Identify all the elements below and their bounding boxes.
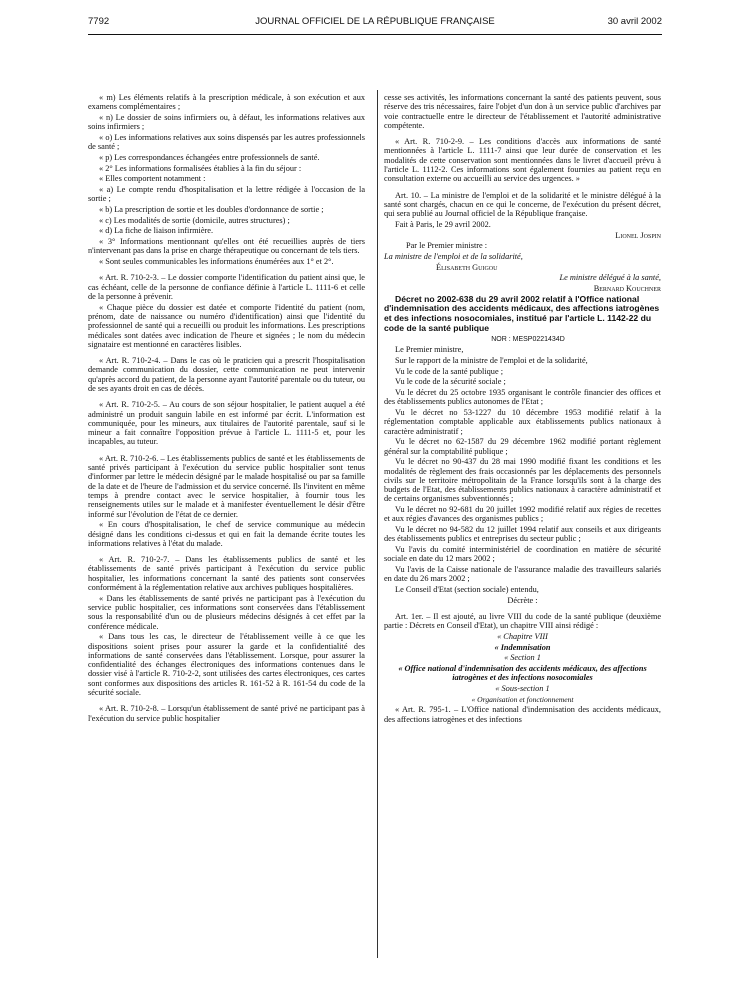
issue-date: 30 avril 2002	[607, 16, 662, 27]
page-number: 7792	[88, 16, 110, 27]
paragraph: « En cours d'hospitalisation, le chef de service communique au médecin désigné dans les conditions ci-dessus et qui en fait la demande écrite toutes les informations relatives à l'état du malade.	[88, 520, 365, 548]
article-paragraph: « Art. R. 710-2-7. – Dans les établissements publics de santé et les établissements de santé privés participant à l'exécution du service public hospitalier, les informations concernant la santé des patients sont conservées conformément à la réglementation relative aux archives publiques hospitalières.	[88, 555, 365, 593]
article-paragraph: « Art. R. 710-2-4. – Dans le cas où le praticien qui a prescrit l'hospitalisation demande communication du dossier, cette communication ne peut intervenir qu'après accord du patient, de la personne ayant l'autorité parentale ou du tuteur, ou de ses ayants droit en cas de décès.	[88, 356, 365, 393]
paragraph: « Dans tous les cas, le directeur de l'établissement veille à ce que les dispositions soient prises pour assurer la garde et la confidentialité des informations de santé conservées dans l'établissement. Lorsque, pour assurer la confidentialité des échanges électroniques des informations contenues dans le dossier visé à l'article R. 710-2-2, sont utilisées des cartes électroniques, ces cartes sont conformes aux dispositions des articles R. 161-52 à R. 161-54 du code de la sécurité sociale.	[88, 632, 365, 698]
journal-title: JOURNAL OFFICIEL DE LA RÉPUBLIQUE FRANÇAISE	[255, 16, 495, 27]
article-paragraph: « Art. R. 710-2-5. – Au cours de son séjour hospitalier, le patient auquel a été administré un produit sanguin labile en est informé par écrit. L'information est communiquée, pour les mineurs, aux titulaires de l'autorité parentale, sauf si le mineur a fait connaître l'opposition prévue à l'article L. 1111-5 et, pour les incapables, au tuteur.	[88, 400, 365, 447]
preamble-line: Vu le décret no 62-1587 du 29 décembre 1962 modifié portant règlement général sur la comptabilité publique ;	[384, 437, 661, 456]
preamble-line: Vu le code de la sécurité sociale ;	[395, 377, 506, 387]
article-paragraph: « Art. R. 795-1. – L'Office national d'indemnisation des accidents médicaux, des affections iatrogènes et des infections	[384, 705, 661, 724]
organisation-heading: « Organisation et fonctionnement	[471, 694, 574, 704]
indemnisation-heading: « Indemnisation	[494, 642, 551, 652]
minister-title: Le ministre délégué à la santé,	[559, 273, 661, 283]
minister-title: La ministre de l'emploi et de la solidarité,	[384, 252, 523, 262]
preamble-line: Vu l'avis du comité interministériel de coordination en matière de sécurité sociale en date du 12 mars 2002 ;	[384, 545, 661, 564]
paragraph: « c) Les modalités de sortie (domicile, autres structures) ;	[99, 215, 290, 225]
page-header	[88, 16, 662, 30]
decrete: Décrète :	[507, 595, 538, 605]
preamble-line: Vu l'avis de la Caisse nationale de l'assurance maladie des travailleurs salariés en date du 26 mars 2002 ;	[384, 565, 661, 584]
paragraph: « Chaque pièce du dossier est datée et comporte l'identité du patient (nom, prénom, date de naissance ou numéro d'identification) ainsi que l'identité du professionnel de santé qui a recueilli ou produit les informations. Les prescriptions médicales sont datées avec indication de l'heure et signées ; le nom du médecin signataire est mentionné en caractères lisibles.	[88, 302, 365, 349]
article-paragraph: « Art. R. 710-2-8. – Lorsqu'un établissement de santé privé ne participant pas à l'exécution du service public hospitalier	[88, 704, 365, 723]
paragraph: « a) Le compte rendu d'hospitalisation et la lettre rédigée à l'occasion de la sortie ;	[88, 185, 365, 204]
minister-name: Élisabeth Guigou	[436, 262, 498, 272]
paragraph: « p) Les correspondances échangées entre professionnels de santé.	[99, 152, 320, 162]
decree-title: Décret no 2002-638 du 29 avril 2002 relatif à l'Office national d'indemnisation des accidents médicaux, des affections iatrogènes et des infections nosocomiales, institué par l'article L. 1142-22 du code de la santé publique	[384, 293, 660, 333]
paragraph: « o) Les informations relatives aux soins dispensés par les autres professionnels de santé ;	[88, 132, 365, 152]
article-10: Art. 10. – La ministre de l'emploi et de la solidarité et le ministre délégué à la santé sont chargés, chacun en ce qui le concerne, de l'exécution du présent décret, qui sera publié au Journal officiel de la République française.	[384, 190, 661, 219]
article-paragraph: « Art. R. 710-2-3. – Le dossier comporte l'identification du patient ainsi que, le cas échéant, celle de la personne de confiance définie à l'article L. 1111-6 et celle de la personne à prévenir.	[88, 273, 365, 301]
preamble-line: Le Premier ministre,	[395, 345, 464, 355]
article-1: Art. 1er. – Il est ajouté, au livre VIII du code de la santé publique (deuxième partie : Décrets en Conseil d'Etat), un chapitre VIII ainsi rédigé :	[384, 612, 661, 631]
preamble-line: Vu le décret no 94-582 du 12 juillet 1994 relatif aux conseils et aux dirigeants des établissements publics et entreprises du secteur public ;	[384, 525, 661, 544]
signatory-name: Lionel Jospin	[615, 230, 661, 240]
paragraph: « 2° Les informations formalisées établies à la fin du séjour :	[99, 163, 302, 173]
left-column	[88, 93, 365, 724]
paragraph: « m) Les éléments relatifs à la prescription médicale, à son exécution et aux examens complémentaires ;	[88, 93, 365, 112]
paragraph: « Elles comportent notamment :	[99, 174, 206, 184]
paragraph: « 3° Informations mentionnant qu'elles ont été recueillies auprès de tiers n'intervenant pas dans la prise en charge thérapeutique ou concernant de tels tiers.	[88, 237, 365, 256]
preamble-line: Vu le décret no 90-437 du 28 mai 1990 modifié fixant les conditions et les modalités de règlement des frais occasionnés par les déplacements des personnels civils sur le territoire métropolitain de la France lorsqu'ils sont à la charge des budgets de l'Etat, des établissements publics nationaux à caractère administratif et de certains organismes subventionnés ;	[384, 457, 661, 504]
minister-name: Bernard Kouchner	[593, 284, 661, 294]
paragraph: « n) Le dossier de soins infirmiers ou, à défaut, les informations relatives aux soins infirmiers ;	[88, 112, 365, 132]
fait-a-paris: Fait à Paris, le 29 avril 2002.	[395, 219, 491, 229]
par-le-premier-ministre: Par le Premier ministre :	[406, 241, 488, 251]
paragraph: « Dans les établissements de santé privés ne participant pas à l'exécution du service public hospitalier, ces informations sont conservées dans l'établissement sous la responsabilité d'un ou de plusieurs médecins désignés à cet effet par la conférence médicale.	[88, 593, 365, 631]
article-paragraph: « Art. R. 710-2-9. – Les conditions d'accès aux informations de santé mentionnées à l'article L. 1111-7 ainsi que leur durée de conservation et les modalités de cette conservation sont mentionnées dans le livret d'accueil prévu à l'article L. 1112-2. Ces informations sont également fournies au patient reçu en consultation externe ou accueilli au service des urgences. »	[384, 137, 661, 184]
preamble-line: Le Conseil d'Etat (section sociale) entendu,	[395, 585, 539, 595]
paragraph: « Sont seules communicables les informations énumérées aux 1° et 2°.	[99, 257, 334, 267]
preamble-line: Vu le décret no 92-681 du 20 juillet 1992 modifié relatif aux régies de recettes et aux régies d'avances des organismes publics ;	[384, 505, 661, 524]
paragraph: « b) La prescription de sortie et les doubles d'ordonnance de sortie ;	[99, 205, 324, 214]
column-separator	[377, 90, 378, 958]
preamble-line: Vu le code de la santé publique ;	[395, 366, 504, 376]
right-column	[384, 93, 661, 725]
paragraph: cesse ses activités, les informations concernant la santé des patients peuvent, sous réserve des tris nécessaires, faire l'objet d'un don à un service public d'archives par voie contractuelle entre le directeur de l'établissement et l'autorité administrative compétente.	[384, 93, 661, 130]
paragraph: « d) La fiche de liaison infirmière.	[99, 226, 214, 236]
chapitre-heading: « Chapitre VIII	[497, 632, 548, 641]
preamble-line: Vu le décret no 53-1227 du 10 décembre 1953 modifié relatif à la réglementation comptable applicable aux établissements publics nationaux à caractère administratif ;	[384, 407, 661, 436]
header-rule	[88, 34, 662, 35]
nor-reference: NOR : MESP0221434D	[491, 335, 565, 343]
section-title: « Office national d'indemnisation des accidents médicaux, des affections iatrogènes et des infections nosocomiales	[398, 664, 647, 683]
section-heading: « Section 1	[504, 653, 541, 663]
preamble-line: Sur le rapport de la ministre de l'emploi et de la solidarité,	[395, 355, 588, 365]
preamble-line: Vu le décret du 25 octobre 1935 organisant le contrôle financier des offices et des établissements publics autonomes de l'Etat ;	[384, 387, 661, 407]
sous-section-heading: « Sous-section 1	[495, 684, 550, 694]
article-paragraph: « Art. R. 710-2-6. – Les établissements publics de santé et les établissements de santé privés participant à l'exécution du service public hospitalier sont tenus d'informer par lettre le médecin désigné par le malade hospitalisé ou par sa famille de la date et de l'heure de l'admission et du service concerné. Ils l'invitent en même temps à prendre contact avec le service hospitalier, à fournir tous les renseignements utiles sur le malade et à manifester éventuellement le désir d'être informé sur l'évolution de l'état de ce dernier.	[88, 453, 365, 519]
